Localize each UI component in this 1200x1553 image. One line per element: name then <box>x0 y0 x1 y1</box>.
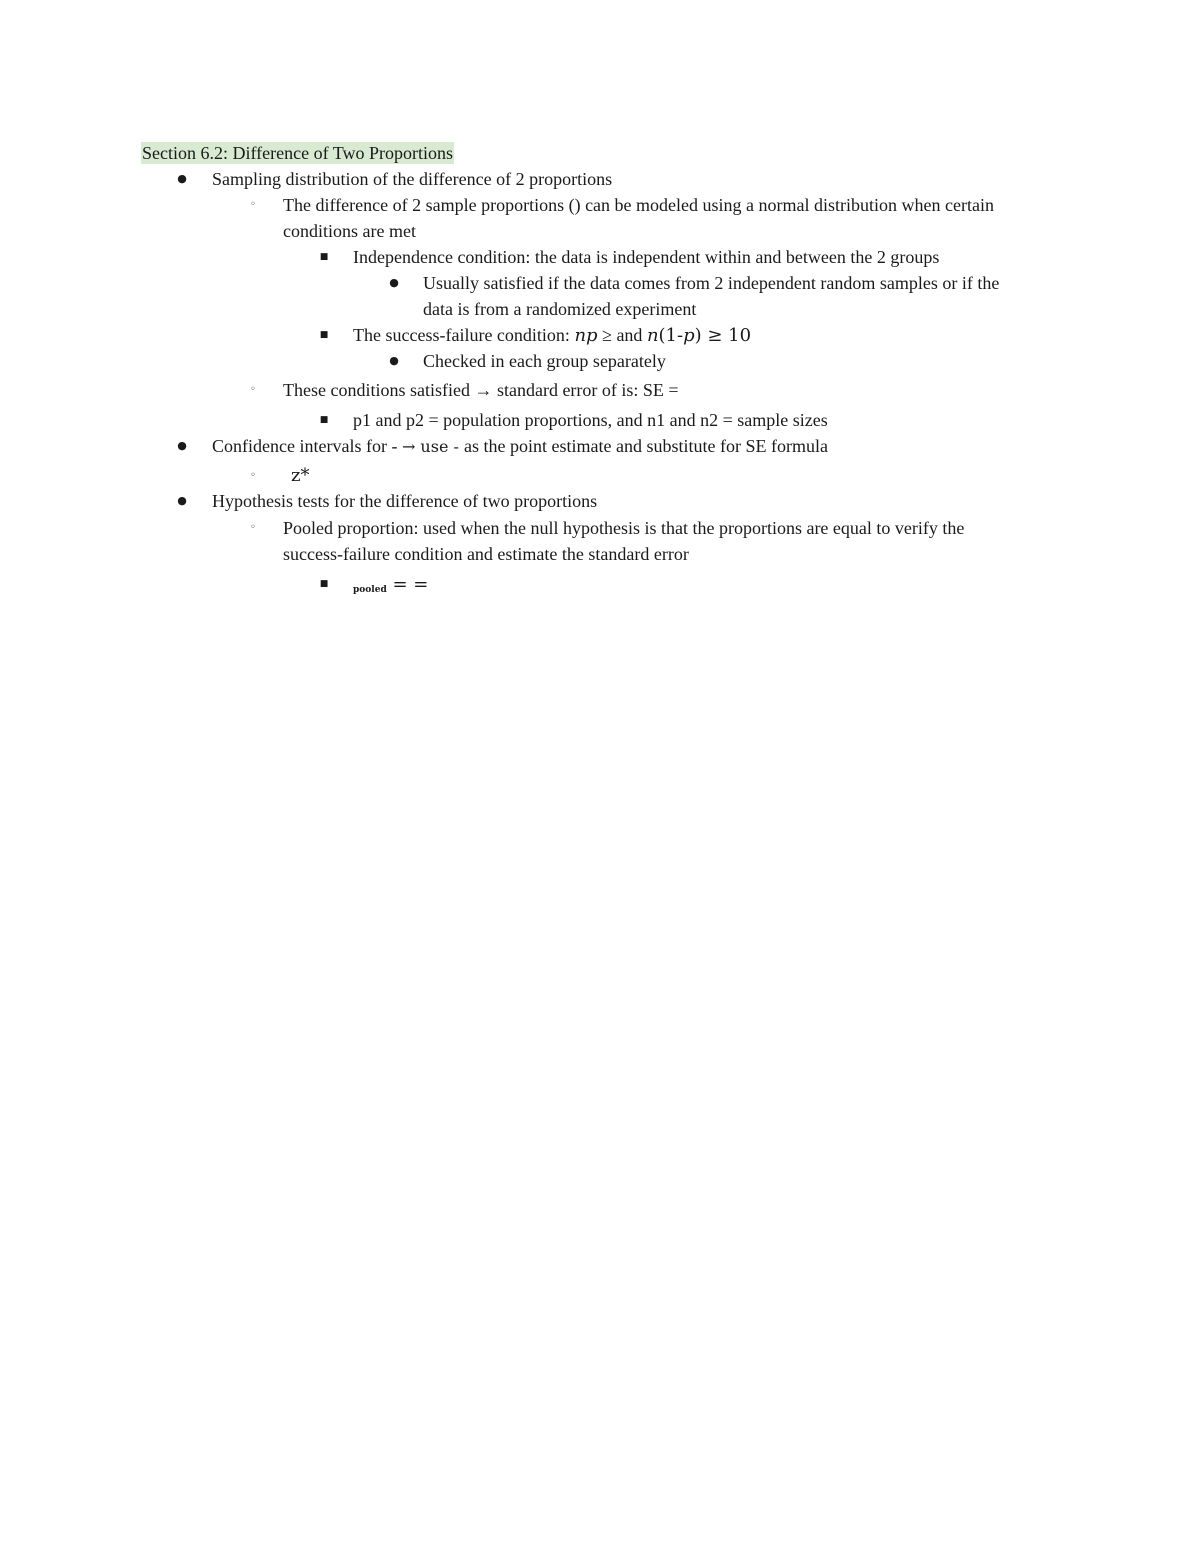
list-item-pooled-line1: Pooled proportion: used when the null hypothesis is that the proportions are equal to verify the <box>283 518 965 538</box>
bullet-square: ■ <box>319 330 329 340</box>
list-item-pooled-formula <box>353 573 428 601</box>
list-item-hypothesis: Hypothesis tests for the difference of two proportions <box>212 491 598 511</box>
math-paren: (1- <box>658 325 684 346</box>
list-item-usually-line1: Usually satisfied if the data comes from 2 independent random samples or if the <box>423 273 1000 293</box>
math-p: p <box>683 325 695 346</box>
bullet-circle: ◦ <box>250 470 256 481</box>
bullet-square: ■ <box>319 252 329 262</box>
list-item-zstar: z* <box>291 465 310 486</box>
bullet-disc: ● <box>177 439 187 452</box>
list-item-success-failure <box>353 324 751 347</box>
pooled-equals: = = <box>386 574 429 595</box>
list-item-difference-line2: conditions are met <box>283 221 416 241</box>
confidence-text-b: → use - <box>401 437 464 456</box>
list-item-difference-line1: The difference of 2 sample proportions () can be modeled using a normal distribution when certain <box>283 195 994 215</box>
success-ge-and-text: ≥ and <box>597 325 647 345</box>
math-np: np <box>574 325 598 346</box>
bullet-square: ■ <box>319 579 329 589</box>
success-prefix-text: The success-failure condition: <box>353 325 575 345</box>
confidence-text-a: Confidence intervals for - <box>212 436 402 456</box>
pooled-subscript: pooled <box>353 585 387 595</box>
bullet-circle: ◦ <box>250 199 256 210</box>
bullet-square: ■ <box>319 415 329 425</box>
list-item-pooled-line2: success-failure condition and estimate the standard error <box>283 544 689 564</box>
section-title: Section 6.2: Difference of Two Proportions <box>142 143 454 163</box>
list-item-p1-p2: p1 and p2 = population proportions, and n1 and n2 = sample sizes <box>353 410 828 430</box>
bullet-disc: ● <box>177 172 187 185</box>
list-item-sampling: Sampling distribution of the difference of 2 proportions <box>212 169 613 189</box>
math-n: n <box>646 325 659 346</box>
list-item-usually-line2: data is from a randomized experiment <box>423 299 697 319</box>
bullet-disc: ● <box>177 494 187 507</box>
confidence-text-c: as the point estimate and substitute for SE formula <box>464 436 828 456</box>
bullet-disc: ● <box>389 354 399 367</box>
math-ge-10: ) ≥ 10 <box>694 325 752 346</box>
list-item-independence: Independence condition: the data is independent within and between the 2 groups <box>353 247 940 267</box>
bullet-circle: ◦ <box>250 522 256 533</box>
bullet-circle: ◦ <box>250 384 256 395</box>
list-item-confidence <box>212 435 828 458</box>
list-item-checked: Checked in each group separately <box>423 351 666 371</box>
bullet-disc: ● <box>389 276 399 289</box>
list-item-these-conditions: These conditions satisfied → standard error of is: SE = <box>283 380 679 400</box>
